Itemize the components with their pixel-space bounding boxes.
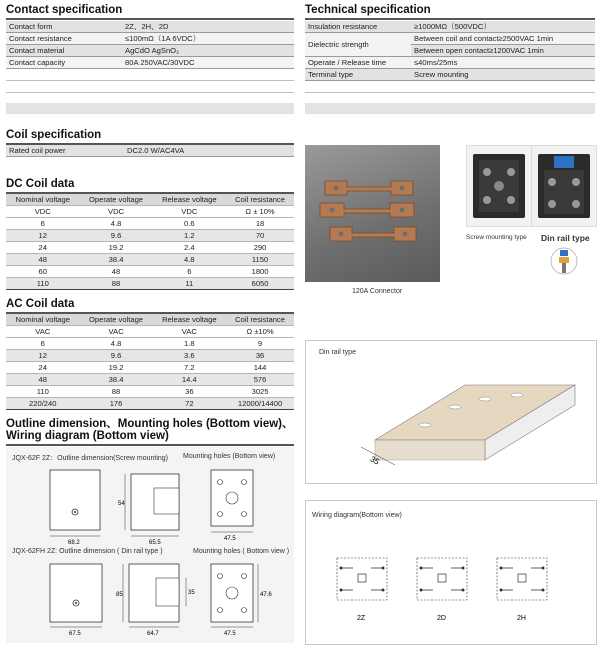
- coil-spec-title: Coil specification: [6, 129, 102, 141]
- relay-screw-photo: [466, 145, 532, 227]
- mounting-holes-caption-2: Mounting holes ( Bottom view ): [193, 548, 290, 555]
- table-row: Contact form 2Z、2H、2D: [6, 21, 294, 33]
- table-row: 60 48 6 1800: [6, 266, 294, 278]
- dim-label: 65.5: [149, 540, 161, 546]
- dim-label: 67.5: [69, 631, 81, 637]
- dim-label: 47.5: [224, 631, 236, 637]
- din-rail-panel-label: Din rail type: [319, 349, 356, 356]
- table-row: 48 38.4 14.4 576: [6, 374, 294, 386]
- din-rail-dim: 35: [368, 454, 381, 467]
- table-header-row: Nominal voltage Operate voltage Release voltage Coil resistance: [6, 314, 294, 326]
- table-row: 220/240 176 72 12000/14400: [6, 398, 294, 410]
- table-unit-row: VAC VAC VAC Ω ±10%: [6, 326, 294, 338]
- wiring-diagram: [305, 520, 595, 640]
- table-row: 24 19.2 2.4 290: [6, 242, 294, 254]
- relay-din-photo: [531, 145, 597, 227]
- table-row: 110 88 11 6050: [6, 278, 294, 290]
- connector-photo: [305, 145, 440, 282]
- relay-icon: [467, 146, 531, 226]
- dim-label: 85: [116, 592, 123, 598]
- dc-coil-title: DC Coil data: [6, 178, 75, 190]
- dim-label: 68.2: [68, 540, 80, 546]
- table-row: 6 4.8 1.8 9: [6, 338, 294, 350]
- outline-caption-din: JQX-62FH 2Z: Outline dimension ( Din rail type ): [12, 548, 163, 555]
- tech-spec-rule: [305, 18, 595, 20]
- spacer-band: [305, 103, 595, 114]
- screw-mounting-caption: Screw mounting type: [466, 234, 527, 241]
- table-row: 48 38.4 4.8 1150: [6, 254, 294, 266]
- contact-spec-table: [6, 21, 294, 69]
- dim-label: 64.7: [147, 631, 159, 637]
- dim-label: 35: [188, 590, 195, 596]
- table-row: 12 9.6 3.6 36: [6, 350, 294, 362]
- din-rail-drawing: [305, 355, 595, 480]
- table-row: Insulation resistance ≥1000MΩ（500VDC）: [305, 21, 595, 33]
- wiring-label-2z: 2Z: [357, 615, 366, 622]
- table-row: Between open contact≥1200VAC 1min: [305, 45, 595, 57]
- relay-din-icon: [532, 146, 596, 226]
- table-row: 24 19.2 7.2 144: [6, 362, 294, 374]
- table-row: 110 88 36 3025: [6, 386, 294, 398]
- tech-spec-table: [305, 21, 595, 81]
- ac-coil-table: [6, 314, 294, 410]
- tech-spec-title: Technical specification: [305, 4, 431, 16]
- table-row: Contact resistance ≤100mΩ（1A 6VDC）: [6, 33, 294, 45]
- divider: [6, 92, 294, 93]
- table-row: 12 9.6 1.2 70: [6, 230, 294, 242]
- wiring-label-2d: 2D: [437, 615, 446, 622]
- dc-coil-table: [6, 194, 294, 290]
- connector-caption: 120A Connector: [352, 288, 403, 295]
- contact-spec-title: Contact specification: [6, 4, 123, 16]
- wiring-title: Wiring diagram(Bottom view): [312, 512, 402, 519]
- table-row: Contact capacity 80A 250VAC/30VDC: [6, 57, 294, 69]
- ac-coil-title: AC Coil data: [6, 298, 75, 310]
- table-row: Contact material AgCdO AgSnO₂: [6, 45, 294, 57]
- divider: [6, 80, 294, 81]
- table-header-row: Nominal voltage Operate voltage Release voltage Coil resistance: [6, 194, 294, 206]
- outline-drawings: [6, 460, 294, 643]
- copper-bar-icon: [305, 145, 440, 282]
- table-row: Operate / Release time ≤40ms/25ms: [305, 57, 595, 69]
- wiring-label-2h: 2H: [517, 615, 526, 622]
- coil-spec-table: [6, 145, 294, 157]
- outline-rule: [6, 444, 294, 446]
- table-unit-row: VDC VDC VDC Ω ± 10%: [6, 206, 294, 218]
- din-rail-caption: Din rail type: [541, 233, 590, 243]
- screw-terminal-icon: [549, 246, 579, 282]
- outline-caption-screw: JQX-62F 2Z：Outline dimension(Screw mounting): [12, 455, 169, 462]
- dim-label: 54: [118, 501, 125, 507]
- table-row: Dielectric strength Between coil and contact≥2500VAC 1min: [305, 33, 595, 45]
- contact-spec-rule: [6, 18, 294, 20]
- dim-label: 47.6: [260, 592, 272, 598]
- table-row: Rated coil power DC2.0 W/AC4VA: [6, 145, 294, 157]
- divider: [305, 92, 595, 93]
- mounting-holes-caption-1: Mounting holes (Bottom view): [183, 453, 276, 460]
- dim-label: 47.5: [224, 536, 236, 542]
- table-row: 6 4.8 0.6 18: [6, 218, 294, 230]
- outline-title-line2: Wiring diagram (Bottom view): [6, 430, 169, 442]
- table-row: Terminal type Screw mounting: [305, 69, 595, 81]
- spacer-band: [6, 103, 294, 114]
- outline-title-line1: Outline dimension、Mounting holes (Bottom view)、: [6, 418, 294, 430]
